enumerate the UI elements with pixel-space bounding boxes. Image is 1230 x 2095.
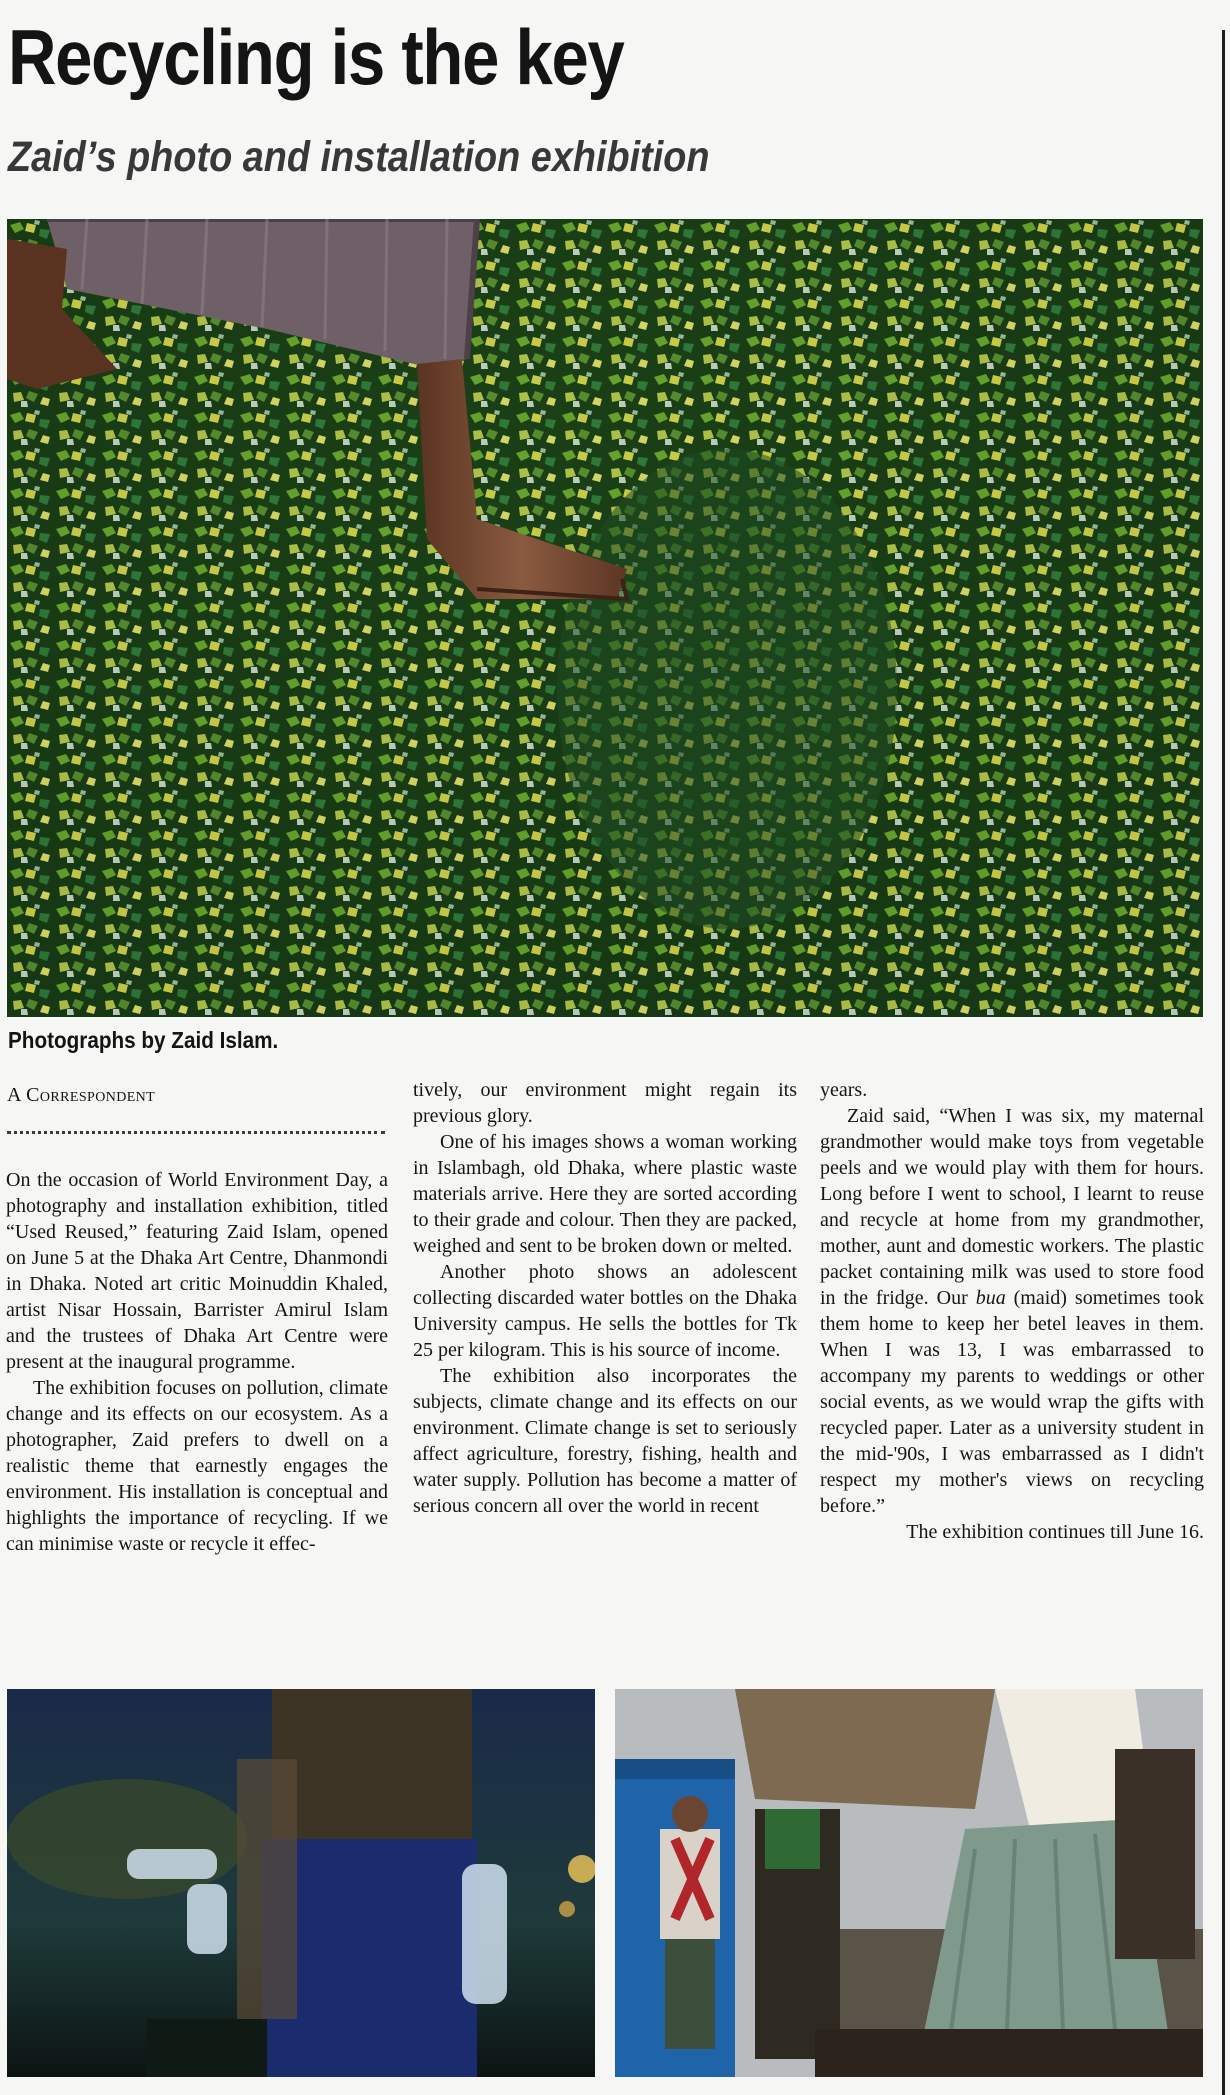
photo-waste-workers — [615, 1689, 1203, 2077]
headline: Recycling is the key — [8, 13, 624, 101]
article-column-2 — [413, 1077, 797, 1519]
byline-dotted-rule — [7, 1131, 385, 1134]
main-photo-plastic-shreds — [7, 219, 1203, 1017]
byline: A Correspondent — [7, 1084, 156, 1106]
quote-text: Zaid said, “When I was six, my maternal grandmother would make toys from vegetable peels and we would play with them for hours. Long before I went to school, I learnt to reuse and recycle at home from my grandmother, mother, aunt and domestic workers. The plastic packet containing milk was used to store food in the fridge. Our — [820, 1105, 1204, 1309]
subheadline: Zaid’s photo and installation exhibition — [8, 133, 710, 181]
photo-bottle-collector — [7, 1689, 595, 2077]
closing-note: The exhibition continues till June 16. — [906, 1521, 1204, 1543]
paragraph: The exhibition also incorporates the subjects, climate change and its effects on our environment. Climate change is set to seriously affect agriculture, forestry, fishing, health and water supply. Pollution has become a matter of serious concern all over the world in recent — [413, 1365, 797, 1517]
article-column-3 — [820, 1077, 1204, 1545]
article-column-1 — [6, 1167, 388, 1557]
page-edge-rule — [1222, 30, 1225, 2095]
paragraph: years. — [820, 1079, 868, 1101]
paragraph: Another photo shows an adolescent collecting discarded water bottles on the Dhaka University campus. He sells the bottles for Tk 25 per kilogram. This is his source of income. — [413, 1261, 797, 1361]
photo-credit: Photographs by Zaid Islam. — [8, 1027, 279, 1053]
quote-text: (maid) sometimes took them home to keep her betel leaves in them. When I was 13, I was embarrassed to accompany my parents to weddings or other social events, as we would wrap the gifts with recycled paper. Later as a university student in the mid-'90s, I was embarrassed as I didn't respect my mother's views on recycling before.” — [820, 1287, 1204, 1517]
quote-italic-word: bua — [975, 1287, 1006, 1309]
paragraph: On the occasion of World Environment Day, a photography and installation exhibition, titled “Used Reused,” featuring Zaid Islam, opened on June 5 at the Dhaka Art Centre, Dhanmondi in Dhaka. Noted art critic Moinuddin Khaled, artist Nisar Hossain, Barrister Amirul Islam and the trustees of Dhaka Art Centre were present at the inaugural programme. — [6, 1169, 388, 1373]
paragraph: tively, our environment might regain its previous glory. — [413, 1079, 797, 1127]
paragraph: The exhibition focuses on pollution, climate change and its effects on our ecosystem. As a photographer, Zaid prefers to dwell on a realistic theme that earnestly engages the environment. His installation is conceptual and highlights the importance of recycling. If we can minimise waste or recycle it effec- — [6, 1377, 388, 1555]
paragraph: One of his images shows a woman working in Islambagh, old Dhaka, where plastic waste materials arrive. Here they are sorted according to their grade and colour. Then they are packed, weighed and sent to be broken down or melted. — [413, 1131, 797, 1257]
paragraph-quote — [820, 1103, 1204, 1519]
